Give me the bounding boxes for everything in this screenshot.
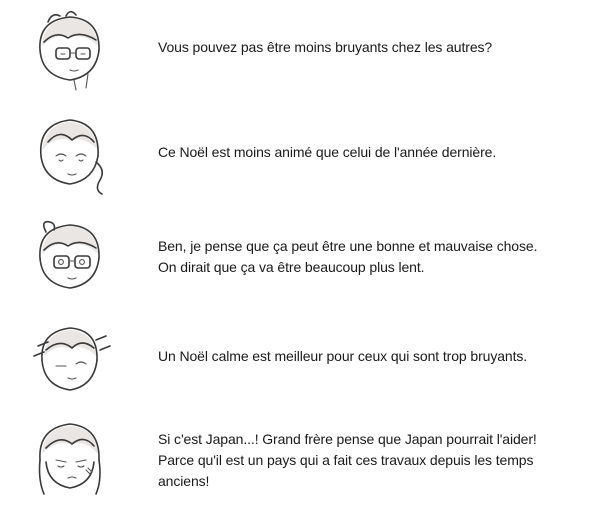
dialogue-line: Ben, je pense que ça peut être une bonne et mauvaise chose.: [158, 238, 538, 254]
chibi-face-glasses-icon: [26, 6, 112, 92]
dialogue-line: Vous pouvez pas être moins bruyants chez les autres?: [158, 39, 493, 55]
dialogue-line: Si c'est Japan...! Grand frère pense que Japan pourrait l'aider!: [158, 431, 537, 447]
dialogue-line: Un Noël calme est meilleur pour ceux qui sont trop bruyants.: [158, 348, 528, 364]
dialogue-line: anciens!: [158, 473, 210, 489]
chibi-face-ponytail-icon: [26, 110, 112, 196]
chibi-face-long-hair-icon: [26, 414, 112, 500]
chibi-face-glasses-curl-icon: [26, 214, 112, 300]
dialogue-line: On dirait que ça va être beaucoup plus lent.: [158, 259, 425, 275]
chibi-face-sleepy-icon: [26, 316, 112, 402]
dialogue-line: Ce Noël est moins animé que celui de l'année dernière.: [158, 144, 497, 160]
dialogue-line: Parce qu'il est un pays qui a fait ces travaux depuis les temps: [158, 452, 534, 468]
